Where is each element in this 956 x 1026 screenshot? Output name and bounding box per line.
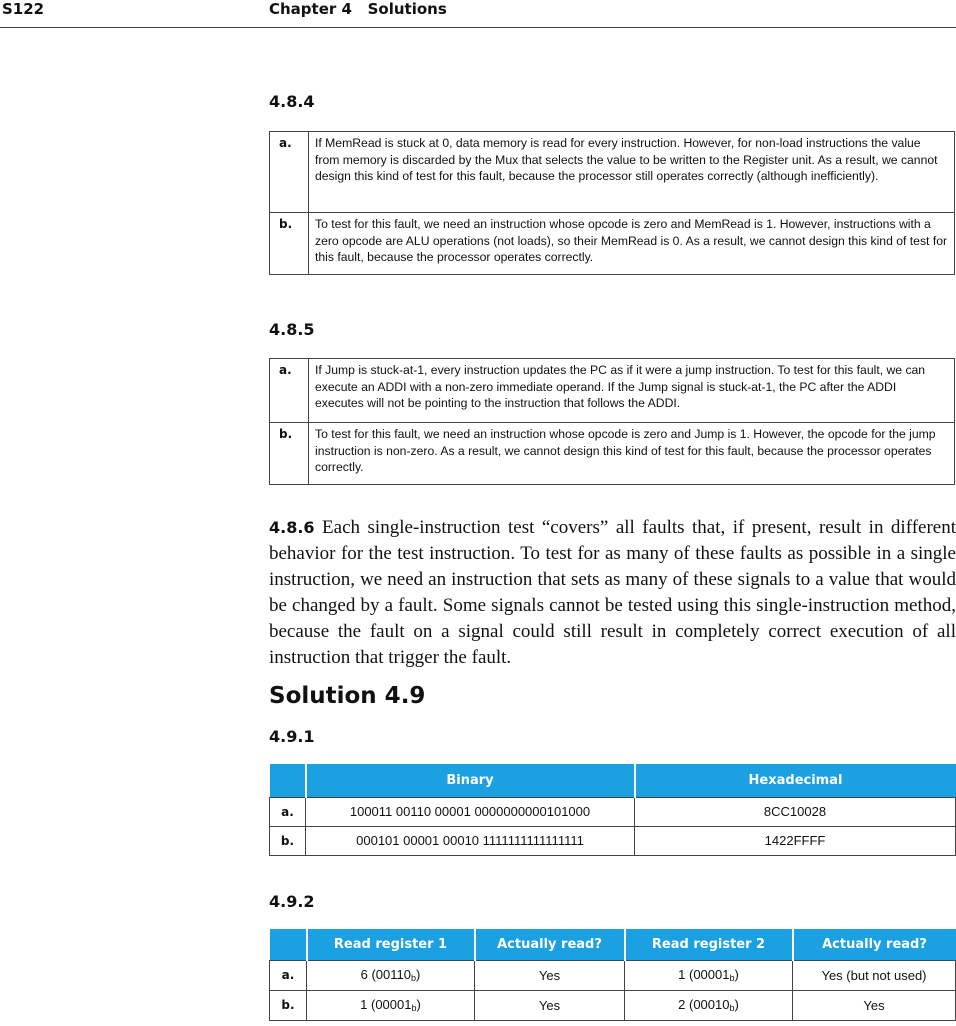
header-blank bbox=[270, 764, 306, 797]
row-label: b. bbox=[270, 423, 309, 485]
row-label: b. bbox=[270, 213, 309, 275]
row-text: To test for this fault, we need an instruction whose opcode is zero and MemRead is 1. However, instructions with a zero opcode are ALU operations (not loads), so their MemRead is 0. As a result, we cannot design this kind of test for this fault, because the processor operates correctly. bbox=[309, 213, 955, 275]
column-header: Actually read? bbox=[475, 929, 625, 960]
row-label: a. bbox=[270, 359, 309, 423]
table-row bbox=[270, 960, 956, 990]
section-heading-4-8-4: 4.8.4 bbox=[269, 92, 315, 111]
actually-read-1-cell: Yes bbox=[475, 990, 625, 1020]
table-row bbox=[270, 132, 955, 213]
table-row bbox=[270, 826, 956, 855]
paragraph-lead: 4.8.6 bbox=[269, 518, 315, 537]
row-text: To test for this fault, we need an instruction whose opcode is zero and Jump is 1. However, the opcode for the jump instruction is non-zero. As a result, we cannot design this kind of test for this fault, because the processor operates correctly. bbox=[309, 423, 955, 485]
hex-cell: 8CC10028 bbox=[635, 797, 956, 826]
section-heading-4-8-5: 4.8.5 bbox=[269, 320, 315, 339]
actually-read-1-cell: Yes bbox=[475, 960, 625, 990]
row-label: a. bbox=[270, 132, 309, 213]
read-register-1-cell: 6 $(00110_b)$ bbox=[307, 960, 475, 990]
row-label: b. bbox=[270, 826, 306, 855]
section-heading-4-9-1: 4.9.1 bbox=[269, 727, 315, 746]
page-number: S122 bbox=[2, 0, 45, 18]
binary-cell: 000101 00001 00010 1111111111111111 bbox=[306, 826, 635, 855]
chapter-label: Chapter 4 bbox=[269, 0, 352, 18]
paragraph-text: Each single-instruction test “covers” all faults that, if present, result in different behavior for the test instruction. To test for as many of these faults as possible in a single instruction, we need an instruction that sets as many of these signals to a value that would be changed by a fault. Some signals cannot be tested using this single-instruction method, because the fault on a signal could still result in completely correct execution of all instruction that trigger the fault. bbox=[269, 517, 956, 668]
binary-cell: 100011 00110 00001 0000000000101000 bbox=[306, 797, 635, 826]
table-row bbox=[270, 359, 955, 423]
header-rule bbox=[0, 27, 956, 28]
read-register-2-cell: 1 $(00001_b)$ bbox=[625, 960, 793, 990]
answer-table-4-8-4 bbox=[269, 131, 955, 275]
table-header-row bbox=[270, 929, 956, 960]
table-row bbox=[270, 423, 955, 485]
actually-read-2-cell: Yes (but not used) bbox=[793, 960, 956, 990]
table-row bbox=[270, 990, 956, 1020]
answer-table-4-8-5 bbox=[269, 358, 955, 485]
table-header-row bbox=[270, 764, 956, 797]
column-header: Binary bbox=[306, 764, 635, 797]
row-label: a. bbox=[270, 960, 307, 990]
read-register-1-cell: 1 $(00001_b)$ bbox=[307, 990, 475, 1020]
chapter-title: Solutions bbox=[367, 0, 447, 18]
running-head bbox=[269, 0, 447, 18]
column-header: Hexadecimal bbox=[635, 764, 956, 797]
column-header: Read register 1 bbox=[307, 929, 475, 960]
read-register-2-cell: 2 $(00010_b)$ bbox=[625, 990, 793, 1020]
row-label: a. bbox=[270, 797, 306, 826]
header-blank bbox=[270, 929, 307, 960]
column-header: Read register 2 bbox=[625, 929, 793, 960]
table-row bbox=[270, 213, 955, 275]
encoding-table-4-9-1 bbox=[269, 764, 956, 856]
row-label: b. bbox=[270, 990, 307, 1020]
actually-read-2-cell: Yes bbox=[793, 990, 956, 1020]
paragraph-4-8-6 bbox=[269, 515, 956, 671]
row-text: If MemRead is stuck at 0, data memory is read for every instruction. However, for non-load instructions the value from memory is discarded by the Mux that selects the value to be written to the Register unit. As a result, we cannot design this kind of test for this fault, because the processor still operates correctly (although inefficiently). bbox=[309, 132, 955, 213]
register-table-4-9-2 bbox=[269, 929, 956, 1021]
table-row bbox=[270, 797, 956, 826]
solution-title: Solution 4.9 bbox=[269, 683, 426, 709]
hex-cell: 1422FFFF bbox=[635, 826, 956, 855]
column-header: Actually read? bbox=[793, 929, 956, 960]
section-heading-4-9-2: 4.9.2 bbox=[269, 892, 315, 911]
row-text: If Jump is stuck-at-1, every instruction updates the PC as if it were a jump instruction. To test for this fault, we can execute an ADDI with a non-zero immediate operand. If the Jump signal is stuck-at-1, the PC after the ADDI executes will not be pointing to the instruction that follows the ADDI. bbox=[309, 359, 955, 423]
